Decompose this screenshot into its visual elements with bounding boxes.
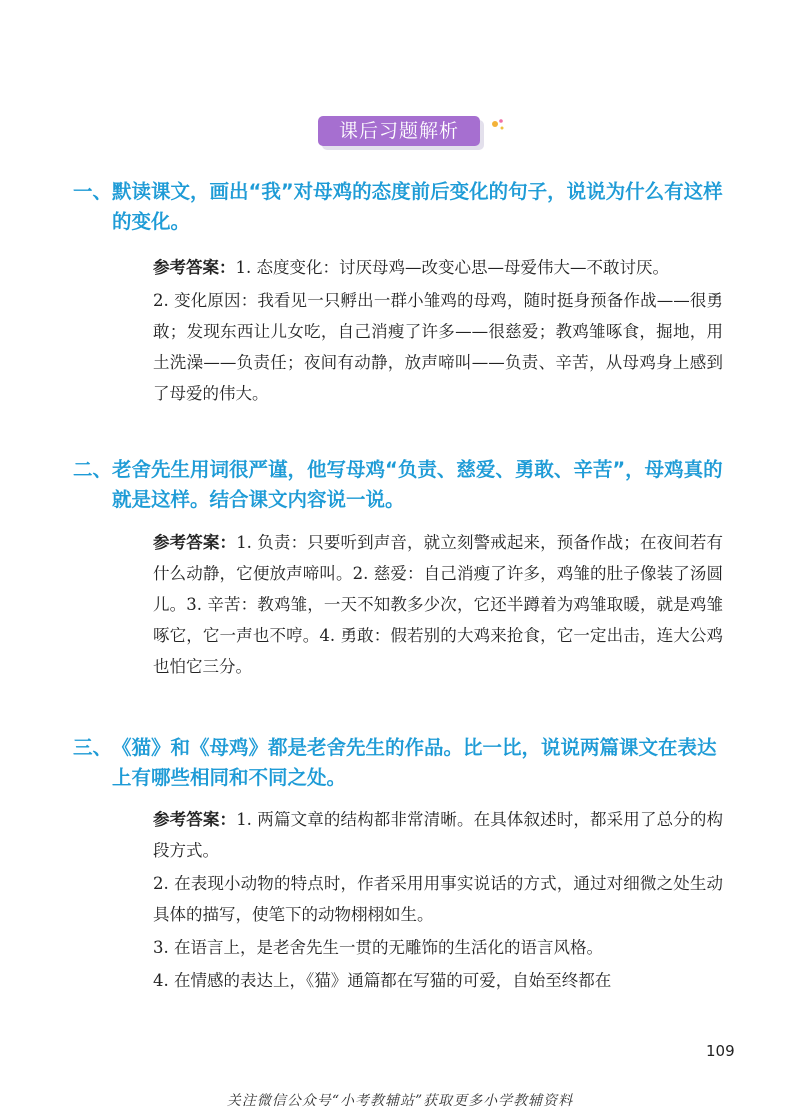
answer-paragraph: 参考答案：1. 两篇文章的结构都非常清晰。在具体叙述时，都采用了总分的构段方式。	[153, 810, 723, 860]
answer-paragraph: 3. 在语言上，是老舍先生一贯的无雕饰的生活化的语言风格。	[153, 938, 603, 957]
question-3	[72, 733, 727, 793]
answer-3	[153, 804, 723, 996]
section-banner	[318, 116, 486, 150]
answer-paragraph: 2. 在表现小动物的特点时，作者采用用事实说话的方式，通过对细微之处生动具体的描写，使笔下的动物栩栩如生。	[153, 874, 723, 924]
answer-paragraph: 2. 变化原因：我看见一只孵出一群小雏鸡的母鸡，随时挺身预备作战——很勇敢；发现东西让儿女吃，自己消瘦了许多——很慈爱；教鸡雏啄食，掘地，用土洗澡——负责任；夜间有动静，放声啼叫——负责、辛苦，从母鸡身上感到了母爱的伟大。	[153, 291, 723, 403]
answer-label: 参考答案：	[153, 810, 237, 829]
question-number: 二、	[72, 458, 112, 481]
answer-2	[153, 527, 723, 682]
question-text: 老舍先生用词很严谨，他写母鸡“负责、慈爱、勇敢、辛苦”，母鸡真的就是这样。结合课文内容说一说。	[112, 458, 723, 511]
question-number: 三、	[72, 736, 112, 759]
answer-paragraph: 参考答案：1. 态度变化：讨厌母鸡—改变心思—母爱伟大—不敢讨厌。	[153, 258, 669, 277]
question-2	[72, 455, 727, 515]
footer-note: 关注微信公众号“小考教辅站”获取更多小学教辅资料	[226, 1093, 574, 1109]
question-text: 《猫》和《母鸡》都是老舍先生的作品。比一比，说说两篇课文在表达上有哪些相同和不同之处。	[112, 736, 717, 789]
answer-1	[153, 252, 723, 409]
question-1	[72, 177, 727, 237]
page-number: 109	[706, 1042, 735, 1060]
answer-label: 参考答案：	[153, 533, 237, 552]
answer-paragraph: 4. 在情感的表达上，《猫》通篇都在写猫的可爱，自始至终都在	[153, 971, 612, 990]
answer-paragraph: 参考答案：1. 负责：只要听到声音，就立刻警戒起来，预备作战；在夜间若有什么动静，它便放声啼叫。2. 慈爱：自己消瘦了许多，鸡雏的肚子像装了汤圆儿。3. 辛苦：教鸡雏，一天不知教多少次，它还半蹲着为鸡雏取暖，就是鸡雏啄它，它一声也不哼。4. 勇敢：假若别的大鸡来抢食，它一定出击，连大公鸡也怕它三分。	[153, 533, 723, 676]
question-number: 一、	[72, 180, 112, 203]
banner-title: 课后习题解析	[318, 116, 480, 146]
answer-label: 参考答案：	[153, 258, 236, 277]
question-text: 默读课文，画出“我”对母鸡的态度前后变化的句子，说说为什么有这样的变化。	[112, 180, 723, 233]
sparkle-icon	[490, 118, 506, 134]
